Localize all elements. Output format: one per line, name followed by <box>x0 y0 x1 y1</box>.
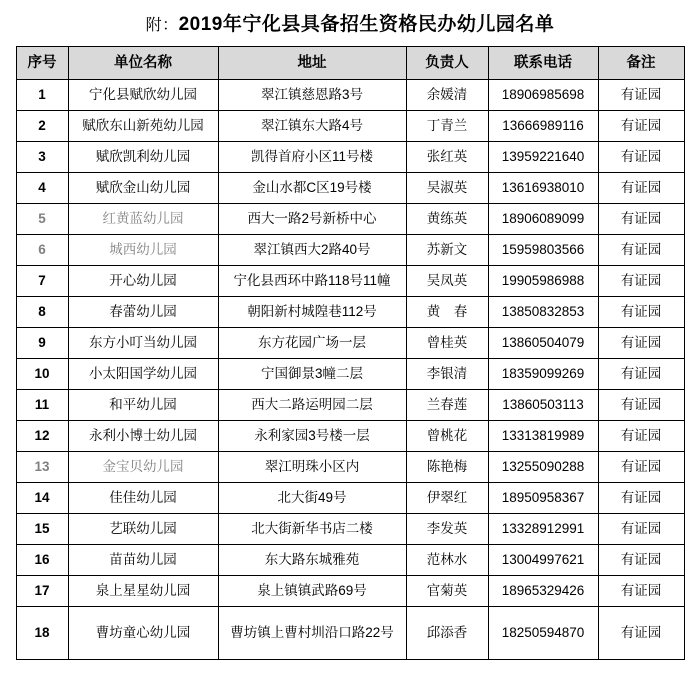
column-header-no: 序号 <box>16 47 68 80</box>
cell-head: 吴凤英 <box>406 266 488 297</box>
table-row <box>16 111 684 142</box>
cell-note: 有证园 <box>598 142 684 173</box>
cell-note: 有证园 <box>598 545 684 576</box>
cell-head: 邱添香 <box>406 607 488 660</box>
table-row <box>16 359 684 390</box>
cell-name: 曹坊童心幼儿园 <box>68 607 218 660</box>
cell-no: 7 <box>16 266 68 297</box>
title-prefix: 附： <box>145 17 179 34</box>
column-header-address: 地址 <box>218 47 406 80</box>
cell-note: 有证园 <box>598 80 684 111</box>
cell-phone: 13255090288 <box>488 452 598 483</box>
cell-name: 泉上星星幼儿园 <box>68 576 218 607</box>
cell-address: 北大街新华书店二楼 <box>218 514 406 545</box>
cell-phone: 13850832853 <box>488 297 598 328</box>
column-header-note: 备注 <box>598 47 684 80</box>
cell-address: 西大一路2号新桥中心 <box>218 204 406 235</box>
cell-name: 艺联幼儿园 <box>68 514 218 545</box>
cell-head: 黄 春 <box>406 297 488 328</box>
cell-no: 16 <box>16 545 68 576</box>
cell-head: 曾桃花 <box>406 421 488 452</box>
cell-head: 范林水 <box>406 545 488 576</box>
cell-name: 苗苗幼儿园 <box>68 545 218 576</box>
cell-note: 有证园 <box>598 483 684 514</box>
cell-no: 6 <box>16 235 68 266</box>
cell-phone: 18250594870 <box>488 607 598 660</box>
cell-no: 4 <box>16 173 68 204</box>
cell-phone: 13666989116 <box>488 111 598 142</box>
table-row <box>16 545 684 576</box>
title-main: 2019年宁化县具备招生资格民办幼儿园名单 <box>178 14 555 35</box>
cell-address: 西大二路运明园二层 <box>218 390 406 421</box>
cell-no: 13 <box>16 452 68 483</box>
table-row <box>16 514 684 545</box>
cell-head: 陈艳梅 <box>406 452 488 483</box>
cell-address: 翠江镇西大2路40号 <box>218 235 406 266</box>
cell-head: 苏新文 <box>406 235 488 266</box>
cell-name: 赋欣凯利幼儿园 <box>68 142 218 173</box>
cell-note: 有证园 <box>598 204 684 235</box>
cell-name: 东方小叮当幼儿园 <box>68 328 218 359</box>
cell-no: 2 <box>16 111 68 142</box>
cell-note: 有证园 <box>598 266 684 297</box>
cell-address: 东方花园广场一层 <box>218 328 406 359</box>
cell-note: 有证园 <box>598 235 684 266</box>
cell-address: 翠江镇慈恩路3号 <box>218 80 406 111</box>
cell-name: 小太阳国学幼儿园 <box>68 359 218 390</box>
cell-phone: 18965329426 <box>488 576 598 607</box>
cell-note: 有证园 <box>598 111 684 142</box>
cell-address: 宁化县西环中路118号11幢 <box>218 266 406 297</box>
cell-note: 有证园 <box>598 390 684 421</box>
cell-head: 黄练英 <box>406 204 488 235</box>
table-row <box>16 328 684 359</box>
cell-address: 东大路东城雅苑 <box>218 545 406 576</box>
table-row <box>16 266 684 297</box>
cell-name: 永利小博士幼儿园 <box>68 421 218 452</box>
cell-phone: 13004997621 <box>488 545 598 576</box>
cell-head: 丁青兰 <box>406 111 488 142</box>
cell-head: 伊翠红 <box>406 483 488 514</box>
cell-head: 余媛清 <box>406 80 488 111</box>
cell-address: 永利家园3号楼一层 <box>218 421 406 452</box>
table-row <box>16 607 684 660</box>
cell-no: 15 <box>16 514 68 545</box>
cell-name: 和平幼儿园 <box>68 390 218 421</box>
cell-phone: 19905986988 <box>488 266 598 297</box>
cell-phone: 13616938010 <box>488 173 598 204</box>
cell-address: 泉上镇镇武路69号 <box>218 576 406 607</box>
cell-no: 12 <box>16 421 68 452</box>
cell-phone: 18950958367 <box>488 483 598 514</box>
cell-name: 金宝贝幼儿园 <box>68 452 218 483</box>
cell-no: 10 <box>16 359 68 390</box>
cell-no: 14 <box>16 483 68 514</box>
cell-head: 吴淑英 <box>406 173 488 204</box>
table-row <box>16 80 684 111</box>
cell-no: 1 <box>16 80 68 111</box>
cell-no: 18 <box>16 607 68 660</box>
table-row <box>16 421 684 452</box>
cell-head: 李银清 <box>406 359 488 390</box>
cell-note: 有证园 <box>598 359 684 390</box>
cell-phone: 13313819989 <box>488 421 598 452</box>
cell-address: 翠江明珠小区内 <box>218 452 406 483</box>
cell-phone: 15959803566 <box>488 235 598 266</box>
cell-head: 张红英 <box>406 142 488 173</box>
cell-head: 兰春莲 <box>406 390 488 421</box>
cell-address: 北大街49号 <box>218 483 406 514</box>
cell-name: 红黄蓝幼儿园 <box>68 204 218 235</box>
table-row <box>16 483 684 514</box>
column-header-name: 单位名称 <box>68 47 218 80</box>
cell-name: 春蕾幼儿园 <box>68 297 218 328</box>
cell-name: 宁化县赋欣幼儿园 <box>68 80 218 111</box>
table-body <box>16 80 684 660</box>
cell-no: 8 <box>16 297 68 328</box>
cell-phone: 13328912991 <box>488 514 598 545</box>
table-row <box>16 390 684 421</box>
table-row <box>16 142 684 173</box>
table-row <box>16 452 684 483</box>
cell-head: 李发英 <box>406 514 488 545</box>
cell-phone: 13959221640 <box>488 142 598 173</box>
cell-address: 宁国御景3幢二层 <box>218 359 406 390</box>
cell-note: 有证园 <box>598 514 684 545</box>
page-title <box>0 0 700 46</box>
cell-head: 官菊英 <box>406 576 488 607</box>
cell-no: 17 <box>16 576 68 607</box>
table-row <box>16 297 684 328</box>
cell-address: 凯得首府小区11号楼 <box>218 142 406 173</box>
cell-phone: 18906985698 <box>488 80 598 111</box>
cell-phone: 18906089099 <box>488 204 598 235</box>
cell-note: 有证园 <box>598 576 684 607</box>
cell-note: 有证园 <box>598 328 684 359</box>
cell-address: 曹坊镇上曹村圳沿口路22号 <box>218 607 406 660</box>
cell-address: 翠江镇东大路4号 <box>218 111 406 142</box>
cell-note: 有证园 <box>598 452 684 483</box>
cell-name: 城西幼儿园 <box>68 235 218 266</box>
cell-address: 金山水都C区19号楼 <box>218 173 406 204</box>
kindergarten-roster-table <box>16 46 685 660</box>
cell-name: 开心幼儿园 <box>68 266 218 297</box>
cell-no: 5 <box>16 204 68 235</box>
column-header-phone: 联系电话 <box>488 47 598 80</box>
table-row <box>16 204 684 235</box>
cell-note: 有证园 <box>598 421 684 452</box>
cell-name: 佳佳幼儿园 <box>68 483 218 514</box>
table-header-row <box>16 47 684 80</box>
cell-note: 有证园 <box>598 297 684 328</box>
cell-note: 有证园 <box>598 173 684 204</box>
table-row <box>16 576 684 607</box>
cell-no: 11 <box>16 390 68 421</box>
cell-address: 朝阳新村城隍巷112号 <box>218 297 406 328</box>
table-row <box>16 173 684 204</box>
cell-name: 赋欣东山新苑幼儿园 <box>68 111 218 142</box>
cell-no: 9 <box>16 328 68 359</box>
cell-phone: 13860504079 <box>488 328 598 359</box>
cell-phone: 13860503113 <box>488 390 598 421</box>
table-row <box>16 235 684 266</box>
cell-name: 赋欣金山幼儿园 <box>68 173 218 204</box>
cell-no: 3 <box>16 142 68 173</box>
cell-note: 有证园 <box>598 607 684 660</box>
cell-phone: 18359099269 <box>488 359 598 390</box>
column-header-head: 负责人 <box>406 47 488 80</box>
cell-head: 曾桂英 <box>406 328 488 359</box>
